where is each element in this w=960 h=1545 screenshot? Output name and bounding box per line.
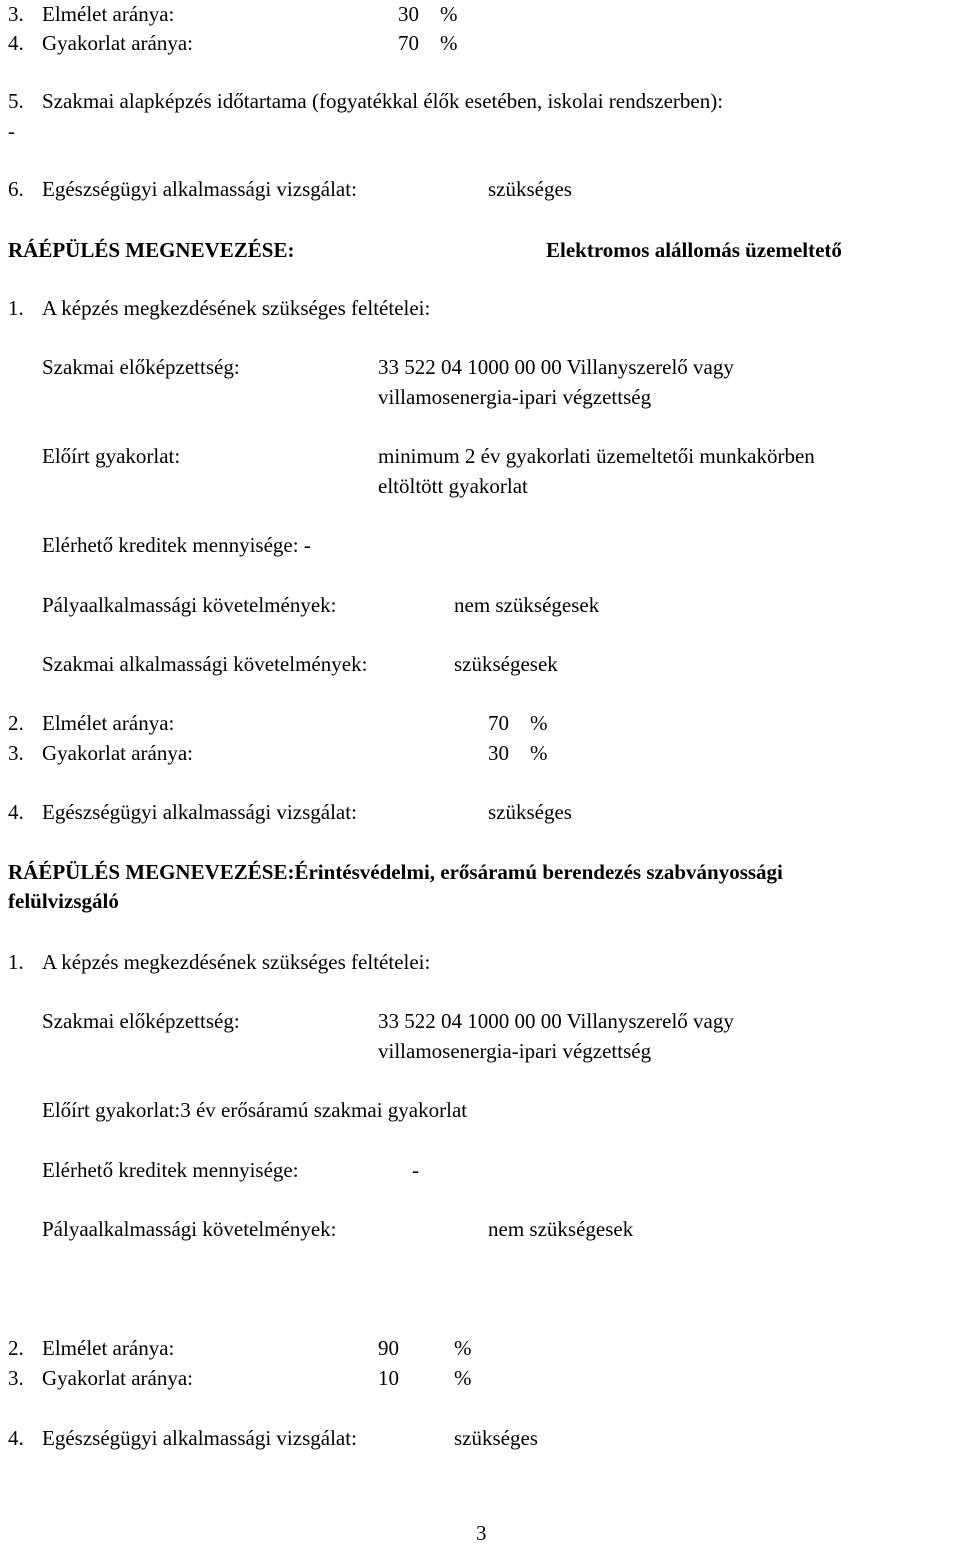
credits-value: -	[412, 1158, 419, 1182]
career-label: Pályaalkalmassági követelmények:	[42, 1217, 337, 1241]
theory-num: 2.	[8, 1336, 24, 1360]
duration-value: -	[8, 119, 15, 143]
health-label: Egészségügyi alkalmassági vizsgálat:	[42, 177, 357, 201]
theory-label: Elmélet aránya:	[42, 1336, 175, 1360]
career-value: nem szükségesek	[488, 1217, 634, 1241]
theory-value: 70	[488, 711, 509, 735]
health-value: szükséges	[488, 800, 572, 824]
conditions-num: 1.	[8, 296, 24, 320]
practice-unit: %	[440, 31, 458, 55]
theory-unit: %	[530, 711, 548, 735]
credits-label: Elérhető kreditek mennyisége:	[42, 1158, 299, 1182]
section-heading-line1: RÁÉPÜLÉS MEGNEVEZÉSE:Érintésvédelmi, erősáramú berendezés szabványossági	[8, 860, 783, 884]
prereq-label: Szakmai előképzettség:	[42, 1009, 240, 1033]
theory-label: Elmélet aránya:	[42, 2, 175, 26]
prereq-line2: villamosenergia-ipari végzettség	[378, 1039, 652, 1063]
practice-num: 3.	[8, 741, 24, 765]
practice-value: 70	[398, 31, 419, 55]
practice-label: Gyakorlat aránya:	[42, 31, 194, 55]
theory-num: 3.	[8, 2, 24, 26]
conditions-title: A képzés megkezdésének szükséges feltételei:	[42, 296, 431, 320]
prof-label: Szakmai alkalmassági követelmények:	[42, 652, 368, 676]
practice-num: 4.	[8, 31, 24, 55]
prereq-line2: villamosenergia-ipari végzettség	[378, 385, 652, 409]
career-value: nem szükségesek	[454, 593, 600, 617]
practice-num: 3.	[8, 1366, 24, 1390]
practice-unit: %	[530, 741, 548, 765]
practice-req-line1: minimum 2 év gyakorlati üzemeltetői munkakörben	[378, 444, 815, 468]
practice-unit: %	[454, 1366, 472, 1390]
theory-value: 30	[398, 2, 419, 26]
practice-label: Gyakorlat aránya:	[42, 1366, 194, 1390]
practice-req: Előírt gyakorlat:3 év erősáramú szakmai gyakorlat	[42, 1098, 468, 1122]
health-num: 6.	[8, 177, 24, 201]
duration-label: Szakmai alapképzés időtartama (fogyatékkal élők esetében, iskolai rendszerben):	[42, 89, 724, 113]
conditions-num: 1.	[8, 950, 24, 974]
conditions-title: A képzés megkezdésének szükséges feltételei:	[42, 950, 431, 974]
practice-req-line2: eltöltött gyakorlat	[378, 474, 528, 498]
page-number: 3	[476, 1521, 487, 1545]
health-num: 4.	[8, 1426, 24, 1450]
prereq-line1: 33 522 04 1000 00 00 Villanyszerelő vagy	[378, 355, 734, 379]
practice-value: 10	[378, 1366, 399, 1390]
health-num: 4.	[8, 800, 24, 824]
health-label: Egészségügyi alkalmassági vizsgálat:	[42, 1426, 357, 1450]
practice-value: 30	[488, 741, 509, 765]
credits: Elérhető kreditek mennyisége: -	[42, 533, 311, 557]
theory-unit: %	[454, 1336, 472, 1360]
theory-num: 2.	[8, 711, 24, 735]
career-label: Pályaalkalmassági követelmények:	[42, 593, 337, 617]
theory-label: Elmélet aránya:	[42, 711, 175, 735]
theory-value: 90	[378, 1336, 399, 1360]
section-heading-line2: felülvizsgáló	[8, 889, 119, 913]
practice-req-label: Előírt gyakorlat:	[42, 444, 181, 468]
section-heading-label: RÁÉPÜLÉS MEGNEVEZÉSE:	[8, 238, 295, 262]
health-value: szükséges	[454, 1426, 538, 1450]
theory-unit: %	[440, 2, 458, 26]
prereq-line1: 33 522 04 1000 00 00 Villanyszerelő vagy	[378, 1009, 734, 1033]
prereq-label: Szakmai előképzettség:	[42, 355, 240, 379]
health-label: Egészségügyi alkalmassági vizsgálat:	[42, 800, 357, 824]
prof-value: szükségesek	[454, 652, 558, 676]
practice-label: Gyakorlat aránya:	[42, 741, 194, 765]
section-heading-value: Elektromos alállomás üzemeltető	[546, 238, 842, 262]
health-value: szükséges	[488, 177, 572, 201]
duration-num: 5.	[8, 89, 24, 113]
